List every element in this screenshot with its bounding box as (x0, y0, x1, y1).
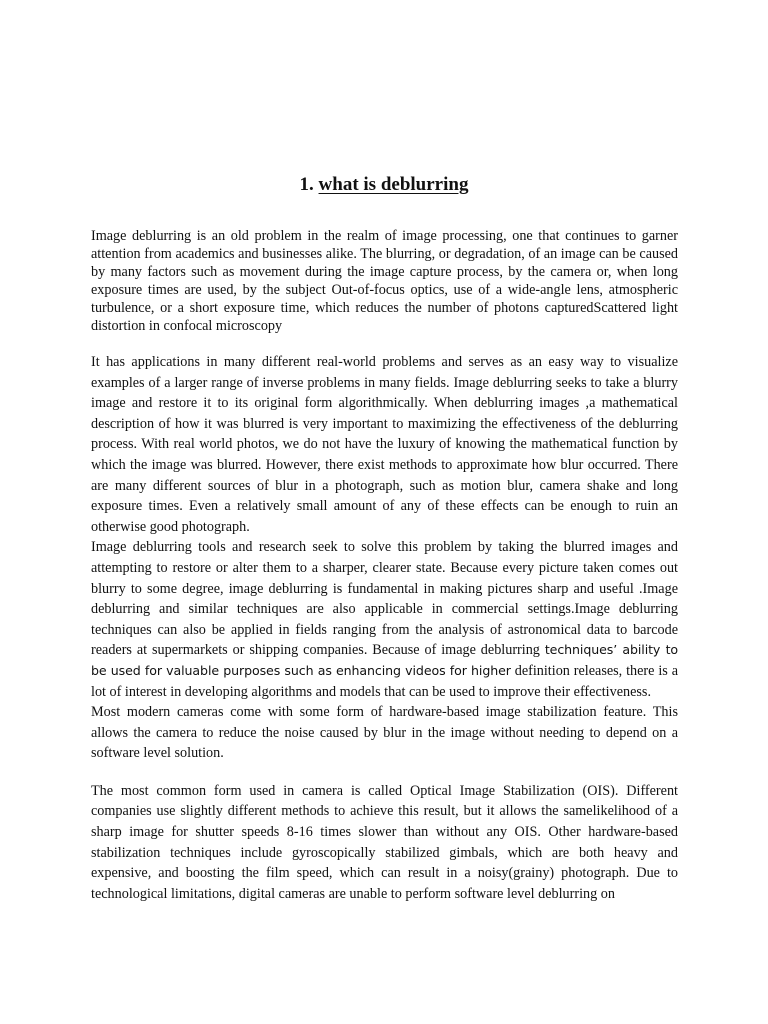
paragraph-ois: The most common form used in camera is called Optical Image Stabilization (OIS). Different companies use slightly different methods to achieve this result, but it allows the samelikelihood of a sharp image for shutter speeds 8-16 times slower than without any OIS. Other hardware-based stabilization techniques include gyroscopically stabilized gimbals, which are both heavy and expensive, and boosting the film speed, which can result in a noisy(grainy) photograph. Due to technological limitations, digital cameras are unable to perform software level deblurring on (91, 782, 678, 902)
paragraph-tools-text: Image deblurring tools and research seek to solve this problem by taking the blurred images and attempting to restore or alter them to a sharper, clearer state. Because every picture taken comes out blurry to some degree, image deblurring is fundamental in making pictures sharp and useful .Image deblurring and similar techniques are also applicable in commercial settings.Image deblurring techniques can also be applied in fields ranging from the analysis of astronomical data to barcode readers at supermarkets or shipping companies. Because of image deblurring (91, 539, 678, 659)
paragraph-tools-sans-run: techniques’ ability to be used for valuable purposes such as enhancing videos for higher (91, 642, 679, 678)
paragraph-applications: It has applications in many different real-world problems and serves as an easy way to visualize examples of a larger range of inverse problems in many fields. Image deblurring seeks to take a blurry image and restore it to its original form algorithmically. When deblurring images ,a mathematical description of how it was blurred is very important to maximizing the effectiveness of the deblurring process. With real world photos, we do not have the luxury of knowing the mathematical function by which the image was blurred. However, there exist methods to approximate how blur occurred. There are many different sources of blur in a photograph, such as motion blur, camera shake and long exposure times. Even a relatively small amount of any of these effects can be enough to ruin an otherwise good photograph. (91, 354, 678, 535)
paragraph-hardware: Most modern cameras come with some form of hardware-based image stabilization feature. This allows the camera to reduce the noise caused by blur in the image without needing to depend on a software level solution. (91, 704, 678, 762)
paragraph-tools (91, 537, 678, 702)
heading-text: what is deblurring (318, 174, 469, 195)
heading-number: 1. (299, 174, 314, 195)
paragraph-tools-tail: definition releases, there is a lot of interest in developing algorithms and models that can be used to improve their effectiveness. (91, 662, 678, 700)
document-body (91, 227, 678, 904)
paragraph-intro: Image deblurring is an old problem in the realm of image processing, one that continues to garner attention from academics and businesses alike. The blurring, or degradation, of an image can be caused by many factors such as movement during the image capture process, by the camera or, when long exposure times are used, by the subject Out-of-focus optics, use of a wide-angle lens, atmospheric turbulence, or a short exposure time, which reduces the number of photons capturedScattered light distortion in confocal microscopy (91, 228, 678, 334)
page-title (0, 173, 768, 197)
